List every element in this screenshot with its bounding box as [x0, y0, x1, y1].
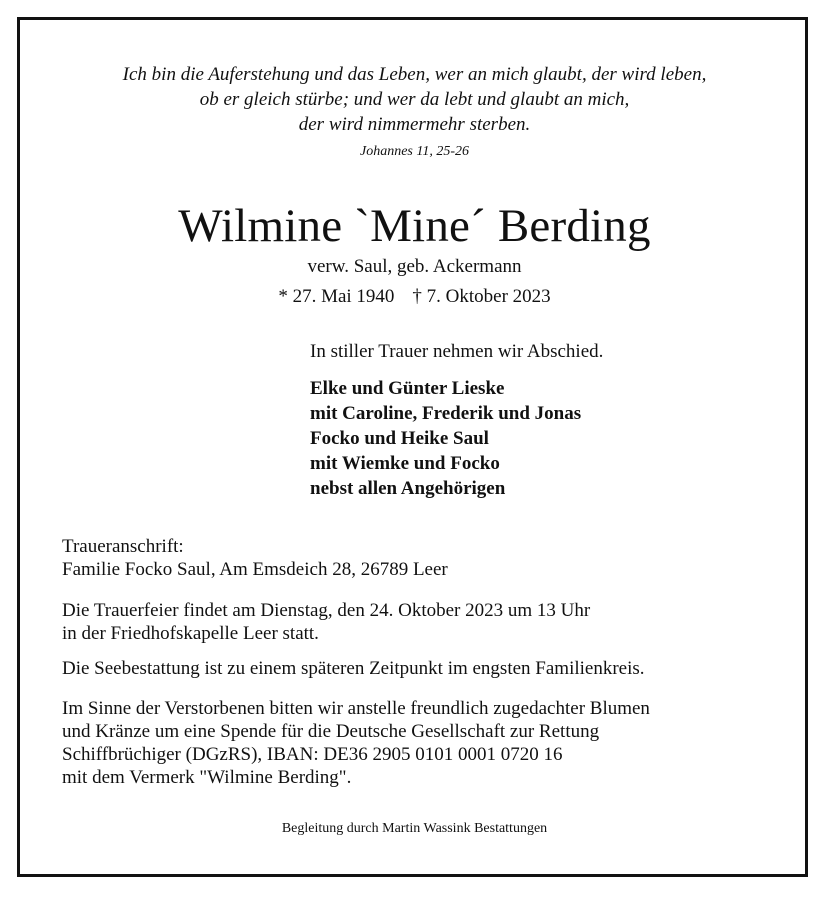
verse-line: der wird nimmermehr sterben. — [298, 114, 531, 135]
deceased-name: Wilmine `Mine´ Berding — [178, 200, 651, 252]
address-block — [62, 535, 448, 581]
ceremony-line: in der Friedhofskapelle Leer statt. — [62, 623, 319, 644]
verse-reference: Johannes 11, 25-26 — [360, 144, 469, 159]
address-value: Familie Focko Saul, Am Emsdeich 28, 26789 Leer — [62, 559, 448, 580]
deceased-subtitle: verw. Saul, geb. Ackermann — [307, 256, 522, 277]
family-line: Elke und Günter Lieske — [310, 378, 505, 399]
undertaker-footer: Begleitung durch Martin Wassink Bestattungen — [281, 821, 548, 836]
verse-line: ob er gleich stürbe; und wer da lebt und glaubt an mich, — [199, 89, 630, 110]
family-line: mit Wiemke und Focko — [310, 453, 500, 474]
ceremony-info — [62, 599, 590, 645]
verse-line: Ich bin die Auferstehung und das Leben, wer an mich glaubt, der wird leben, — [122, 64, 707, 85]
donation-line: Im Sinne der Verstorbenen bitten wir anstelle freundlich zugedachter Blumen — [62, 698, 650, 719]
donation-line: Schiffbrüchiger (DGzRS), IBAN: DE36 2905 0101 0001 0720 16 — [62, 744, 563, 765]
address-label: Traueranschrift: — [62, 536, 184, 557]
family-line: mit Caroline, Frederik und Jonas — [310, 403, 582, 424]
mourning-intro: In stiller Trauer nehmen wir Abschied. — [310, 341, 604, 362]
family-list — [310, 376, 581, 501]
family-line: Focko und Heike Saul — [310, 428, 489, 449]
donation-info — [62, 697, 650, 789]
life-dates — [0, 286, 829, 308]
ceremony-line: Die Trauerfeier findet am Dienstag, den 24. Oktober 2023 um 13 Uhr — [62, 600, 591, 621]
sea-burial-info: Die Seebestattung ist zu einem späteren Zeitpunkt im engsten Familienkreis. — [62, 658, 645, 679]
bible-verse — [0, 62, 829, 137]
donation-line: mit dem Vermerk "Wilmine Berding". — [62, 767, 352, 788]
donation-line: und Kränze um eine Spende für die Deutsche Gesellschaft zur Rettung — [62, 721, 600, 742]
family-line: nebst allen Angehörigen — [310, 478, 506, 499]
death-date: † 7. Oktober 2023 — [412, 286, 551, 307]
birth-date: * 27. Mai 1940 — [278, 286, 395, 307]
